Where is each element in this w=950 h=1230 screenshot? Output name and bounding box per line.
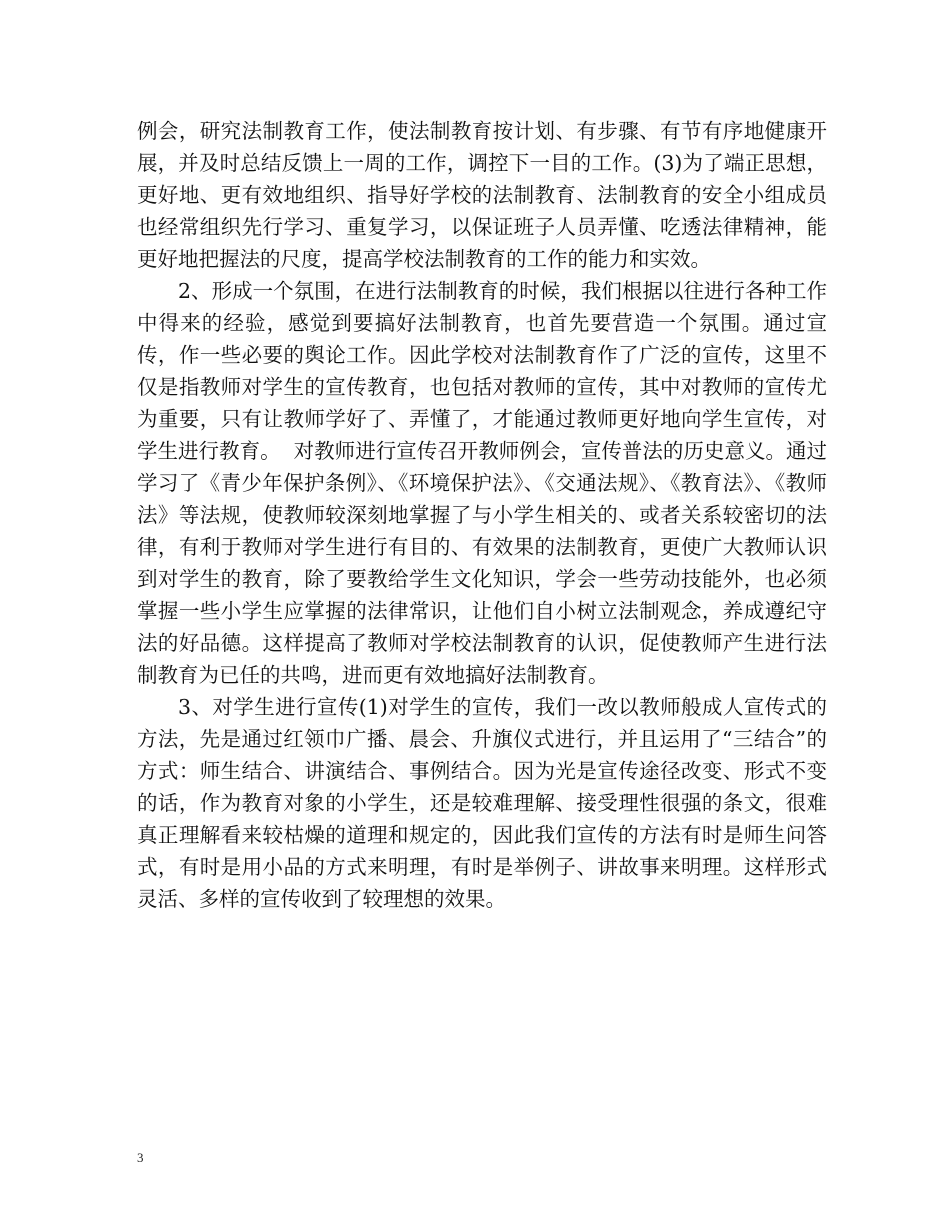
page-number: 3 [137,1150,144,1165]
paragraph-2: 2、形成一个氛围，在进行法制教育的时候，我们根据以往进行各种工作中得来的经验，感觉到要搞好法制教育，也首先要营造一个氛围。通过宣传，作一些必要的舆论工作。因此学校对法制教育作了广泛的宣传，这里不仅是指教师对学生的宣传教育，也包括对教师的宣传，其中对教师的宣传尤为重要，只有让教师学好了、弄懂了，才能通过教师更好地向学生宣传，对学生进行教育。 对教师进行宣传召开教师例会，宣传普法的历史意义。通过学习了《青少年保护条例》、《环境保护法》、《交通法规》、《教育法》、《教师法》等法规，使教师较深刻地掌握了与小学生相关的、或者关系较密切的法律，有利于教师对学生进行有目的、有效果的法制教育，更使广大教师认识到对学生的教育，除了要教给学生文化知识，学会一些劳动技能外，也必须掌握一些小学生应掌握的法律常识，让他们自小树立法制观念，养成遵纪守法的好品德。这样提高了教师对学校法制教育的认识，促使教师产生进行法制教育为已任的共鸣，进而更有效地搞好法制教育。 [137,279,827,687]
paragraph-3: 3、对学生进行宣传(1)对学生的宣传，我们一改以教师般成人宣传式的方法，先是通过红领巾广播、晨会、升旗仪式进行，并且运用了“三结合”的方式：师生结合、讲演结合、事例结合。因为光是宣传途径改变、形式不变的话，作为教育对象的小学生，还是较难理解、接受理性很强的条文，很难真正理解看来较枯燥的道理和规定的，因此我们宣传的方法有时是师生问答式，有时是用小品的方式来明理，有时是举例子、讲故事来明理。这样形式灵活、多样的宣传收到了较理想的效果。 [137,695,827,911]
body-text [137,115,827,915]
paragraph-continuation: 例会，研究法制教育工作，使法制教育按计划、有步骤、有节有序地健康开展，并及时总结反馈上一周的工作，调控下一目的工作。(3)为了端正思想，更好地、更有效地组织、指导好学校的法制教育、法制教育的安全小组成员也经常组织先行学习、重复学习，以保证班子人员弄懂、吃透法律精神，能更好地把握法的尺度，提高学校法制教育的工作的能力和实效。 [137,119,827,271]
